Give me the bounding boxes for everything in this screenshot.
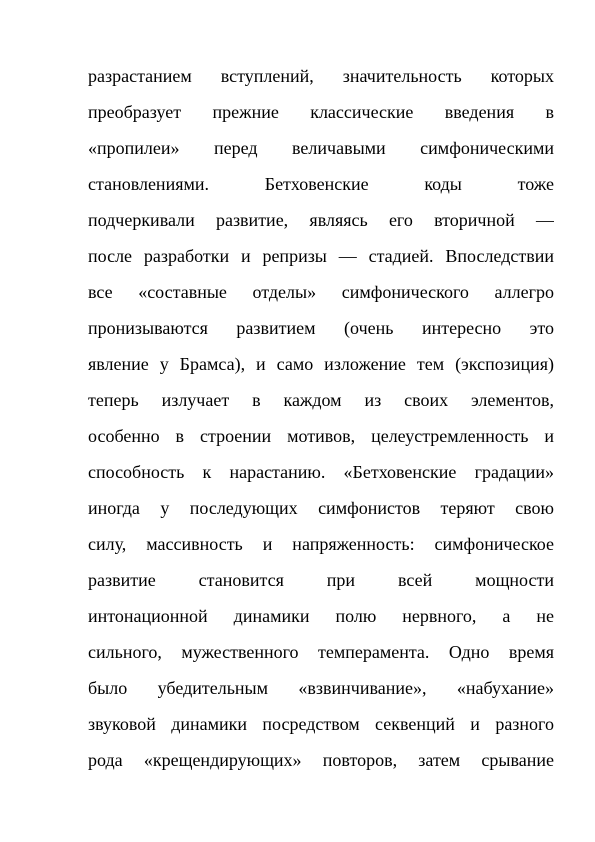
text-line: развитие становится при всей мощности xyxy=(88,570,554,590)
text-line: особенно в строении мотивов, целеустремленность и xyxy=(88,426,554,446)
text-line: звуковой динамики посредством секвенций и разного xyxy=(88,714,554,734)
text-line: становлениями. Бетховенские коды тоже xyxy=(88,174,554,194)
text-line: преобразует прежние классические введения в xyxy=(88,102,554,122)
text-line: теперь излучает в каждом из своих элементов, xyxy=(88,390,554,410)
text-line: все «составные отделы» симфонического аллегро xyxy=(88,282,554,302)
text-line: сильного, мужественного темперамента. Одно время xyxy=(88,642,554,662)
text-line: способность к нарастанию. «Бетховенские градации» xyxy=(88,462,554,482)
body-text xyxy=(88,58,554,778)
text-line: разрастанием вступлений, значительность которых xyxy=(88,66,554,86)
text-line: подчеркивали развитие, являясь его вторичной — xyxy=(88,210,554,230)
text-line: силу, массивность и напряженность: симфоническое xyxy=(88,534,554,554)
text-line: рода «крещендирующих» повторов, затем срывание xyxy=(88,750,554,770)
text-line: иногда у последующих симфонистов теряют свою xyxy=(88,498,554,518)
text-line: интонационной динамики полю нервного, а не xyxy=(88,606,554,626)
text-line: пронизываются развитием (очень интересно это xyxy=(88,318,554,338)
text-line: после разработки и репризы — стадией. Впоследствии xyxy=(88,246,554,266)
text-line: явление у Брамса), и само изложение тем (экспозиция) xyxy=(88,354,554,374)
text-line: было убедительным «взвинчивание», «набухание» xyxy=(88,678,554,698)
text-line: «пропилеи» перед величавыми симфоническими xyxy=(88,138,554,158)
